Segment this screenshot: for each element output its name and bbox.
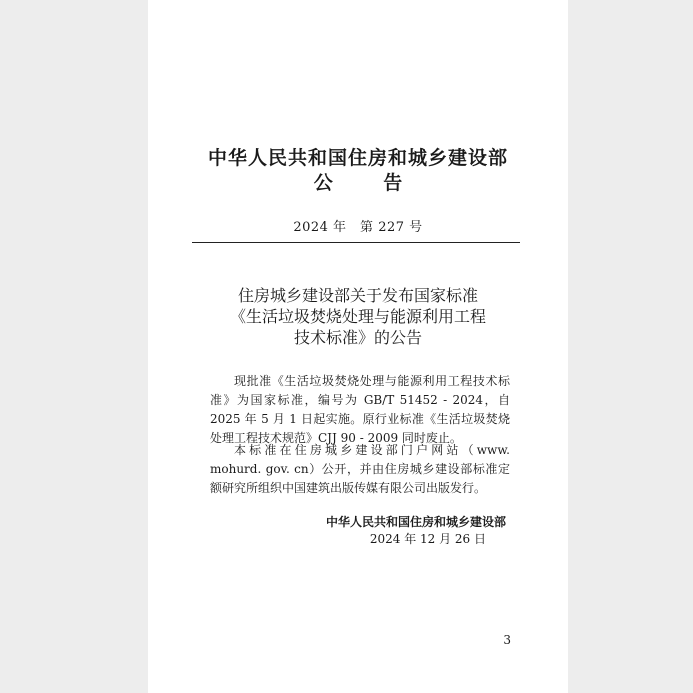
document-heading <box>148 285 568 348</box>
document-number: 2024 年 第 227 号 <box>293 220 423 235</box>
document-page <box>148 0 568 693</box>
heading-line-1: 住房城乡建设部关于发布国家标准 <box>237 286 478 305</box>
signature-date: 2024 年 12 月 26 日 <box>369 532 486 546</box>
signature-issuer: 中华人民共和国住房和城乡建设部 <box>325 515 506 529</box>
header-divider <box>192 242 520 243</box>
heading-line-3: 技术标准》的公告 <box>293 328 422 347</box>
body-paragraph-2 <box>210 441 510 498</box>
paragraph-text: 现批准《生活垃圾焚烧处理与能源利用工程技术标准》为国家标准，编号为 GB/T 51452 - 2024，自 2025 年 5 月 1 日起实施。原行业标准《生活垃圾焚烧处理工程技术规范》CJJ 90 - 2009 同时废止。 <box>210 374 510 445</box>
body-paragraph-1 <box>210 372 510 448</box>
paragraph-text: 本标准在住房城乡建设部门户网站（www. mohurd. gov. cn）公开，并由住房城乡建设部标准定额研究所组织中国建筑出版传媒有限公司出版发行。 <box>210 443 510 495</box>
heading-line-2: 《生活垃圾焚烧处理与能源利用工程 <box>229 307 486 326</box>
page-number: 3 <box>503 633 511 647</box>
issuer-title: 中华人民共和国住房和城乡建设部 <box>207 147 508 169</box>
announcement-label: 公 告 <box>313 172 425 194</box>
